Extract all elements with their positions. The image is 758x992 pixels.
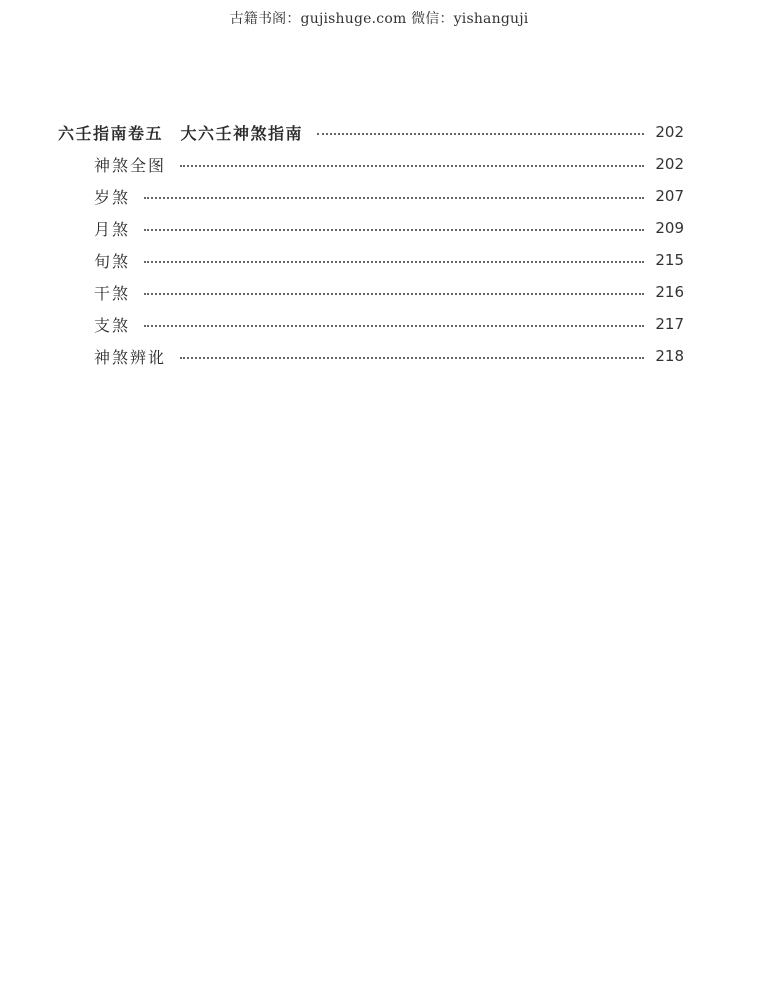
toc-entry: [58, 148, 684, 180]
toc-chapter-row: [58, 116, 684, 148]
toc-entry-page: 209: [655, 219, 684, 237]
toc-entry: [58, 276, 684, 308]
toc-entry-page: 216: [655, 283, 684, 301]
toc-entry-title: 神煞全图: [94, 155, 167, 175]
dot-leader: [144, 261, 644, 263]
toc-entry: [58, 212, 684, 244]
toc-entry-page: 217: [655, 315, 684, 333]
toc-entry-page: 215: [655, 251, 684, 269]
toc-entry: [58, 244, 684, 276]
toc-entry-title: 神煞辨讹: [94, 347, 167, 367]
toc-entry-page: 207: [655, 187, 684, 205]
toc-entry-title: 月煞: [94, 219, 131, 239]
dot-leader: [144, 197, 644, 199]
toc-entry-title: 岁煞: [94, 187, 131, 207]
dot-leader: [144, 293, 644, 295]
toc-chapter-page: 202: [655, 123, 684, 141]
toc-entry-page: 218: [655, 347, 684, 365]
toc-entry: [58, 308, 684, 340]
toc-entry-title: 旬煞: [94, 251, 131, 271]
toc-entry-title: 干煞: [94, 283, 131, 303]
table-of-contents: [58, 116, 684, 372]
toc-entry: [58, 180, 684, 212]
toc-entry-page: 202: [655, 155, 684, 173]
toc-chapter-title: 六壬指南卷五 大六壬神煞指南: [58, 123, 304, 143]
watermark-text: 古籍书阁：gujishuge.com 微信：yishanguji: [229, 11, 529, 27]
toc-entry: [58, 340, 684, 372]
dot-leader: [317, 133, 644, 135]
dot-leader: [144, 325, 644, 327]
dot-leader: [180, 165, 644, 167]
toc-entry-title: 支煞: [94, 315, 131, 335]
dot-leader: [180, 357, 644, 359]
dot-leader: [144, 229, 644, 231]
